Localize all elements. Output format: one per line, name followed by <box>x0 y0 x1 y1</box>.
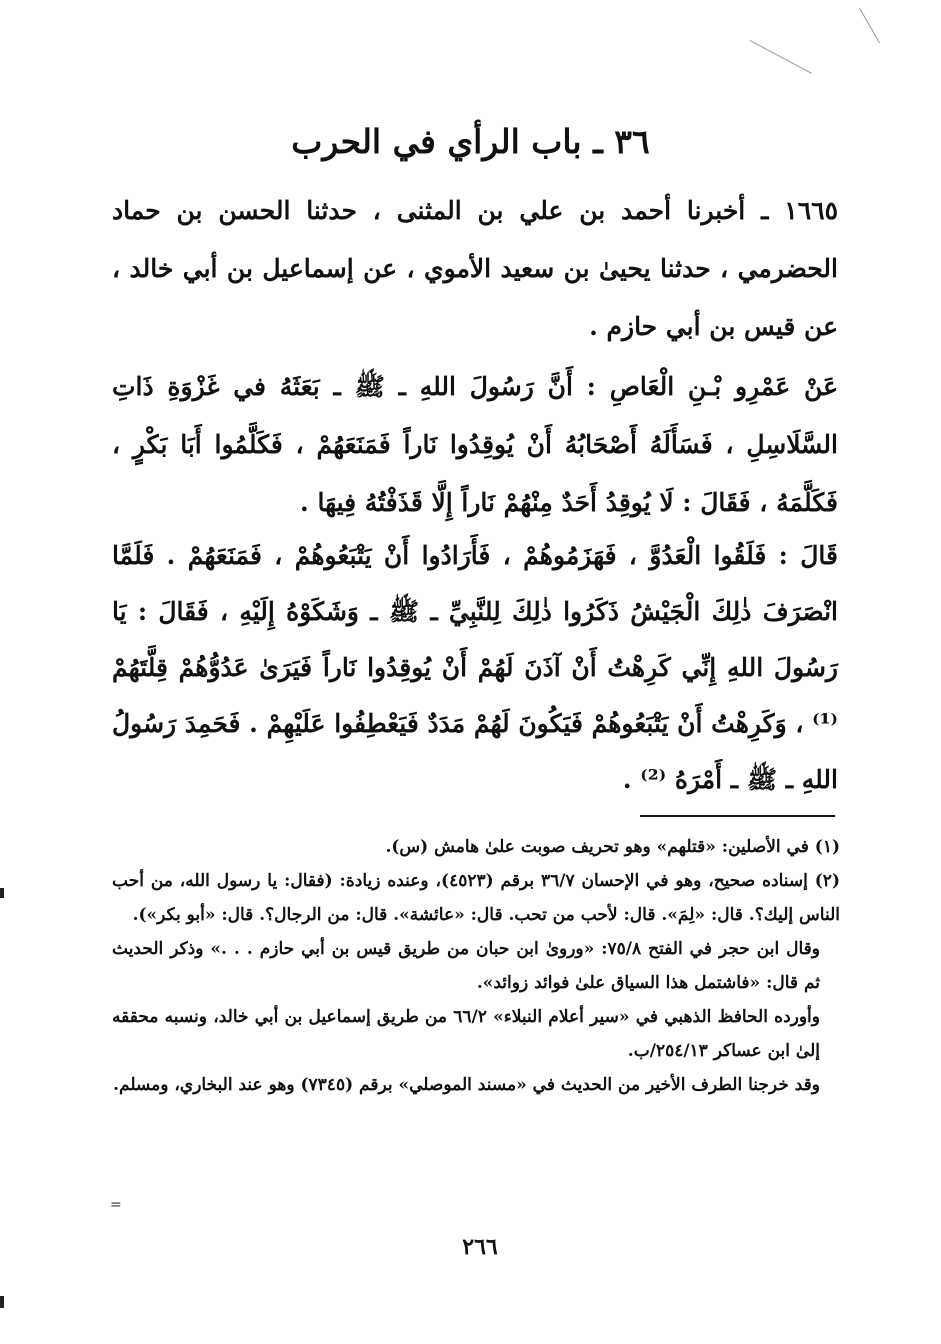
hadith-isnad: ١٦٦٥ ـ أخبرنا أحمد بن علي بن المثنى ، حدثنا الحسن بن حماد الحضرمي ، حدثنا يحيىٰ بن سعيد الأموي ، عن إسماعيل بن أبي خالد ، عن قيس بن أبي حازم . <box>112 196 838 341</box>
hadith-matn-paragraph-1: عَنْ عَمْرِو بْـنِ الْعَاصِ : أَنَّ رَسُولَ اللهِ ـ ﷺ ـ بَعَثَهُ في غَزْوَةِ ذَاتِ السَّلَاسِلِ ، فَسَأَلَهُ أَصْحَابُهُ أَنْ يُوقِدُوا نَاراً فَمَنَعَهُمْ ، فَكَلَّمُوا أَبَا بَكْرٍ ، فَكَلَّمَهُ ، فَقَالَ : لَا يُوقِدُ أَحَدٌ مِنْهُمْ نَاراً إِلَّا قَذَفْتُهُ فِيهَا . <box>112 372 838 517</box>
scan-scratch <box>750 40 812 74</box>
footnote-2-takhrij: وقد خرجنا الطرف الأخير من الحديث في «مسند الموصلي» برقم (٧٣٤٥) وهو عند البخاري، ومسلم. <box>113 1075 820 1095</box>
footnote-1: (١) في الأصلين: «قتلهم» وهو تحريف صوبت علىٰ هامش (س). <box>385 837 840 857</box>
margin-mark: = <box>110 1197 122 1213</box>
hadith-matn-paragraph-2: قَالَ : فَلَقُوا الْعَدُوَّ ، فَهَزَمُوهُمْ ، فَأَرَادُوا أَنْ يَتْبَعُوهُمْ ، فَمَنَعَهُمْ . فَلَمَّا انْصَرَفَ ذٰلِكَ الْجَيْشُ ذَكَرُوا ذٰلِكَ لِلنَّبِيِّ ـ ﷺ ـ وَشَكَوْهُ إِلَيْهِ ، فَقَالَ : يَا رَسُولَ اللهِ إِنِّي كَرِهْتُ أَنْ آذَنَ لَهُمْ أَنْ يُوقِدُوا نَاراً فَيَرَىٰ عَدُوُّهُمْ قِلَّتَهُمْ ⁽¹⁾ ، وَكَرِهْتُ أَنْ يَتْبَعُوهُمْ فَيَكُونَ لَهُمْ مَدَدٌ فَيَعْطِفُوا عَلَيْهِمْ . فَحَمِدَ رَسُولُ اللهِ ـ ﷺ ـ أَمْرَهُ ⁽²⁾ . <box>112 541 838 794</box>
scan-edge-mark <box>0 1296 4 1308</box>
footnote-2-dhahabi: وأورده الحافظ الذهبي في «سير أعلام النبلاء» ٦٦/٢ من طريق إسماعيل بن أبي خالد، ونسبه محققه إلىٰ ابن عساكر ٢٥٤/١٣/ب. <box>112 1007 820 1061</box>
scan-scratch <box>859 8 880 43</box>
footnote-2-ibn-hajar: وقال ابن حجر في الفتح ٧٥/٨: «وروىٰ ابن حبان من طريق قيس بن أبي حازم . . .» وذكر الحديث ثم قال: «فاشتمل هذا السياق علىٰ فوائد زوائد». <box>112 939 821 993</box>
page-number: ٢٦٦ <box>462 1234 498 1260</box>
scan-edge-mark <box>0 888 4 898</box>
footnotes <box>112 830 840 1102</box>
chapter-title: ٣٦ ـ باب الرأي في الحرب <box>291 122 650 161</box>
footnote-separator <box>640 815 835 817</box>
footnote-2: (٢) إسناده صحيح، وهو في الإحسان ٣٦/٧ برقم (٤٥٢٣)، وعنده زيادة: (فقال: يا رسول الله، من أحب الناس إليك؟. قال: «لِمَ». قال: لأحب من تحب. قال: «عائشة». قال: من الرجال؟. قال: «أبو بكر»). <box>112 871 840 925</box>
